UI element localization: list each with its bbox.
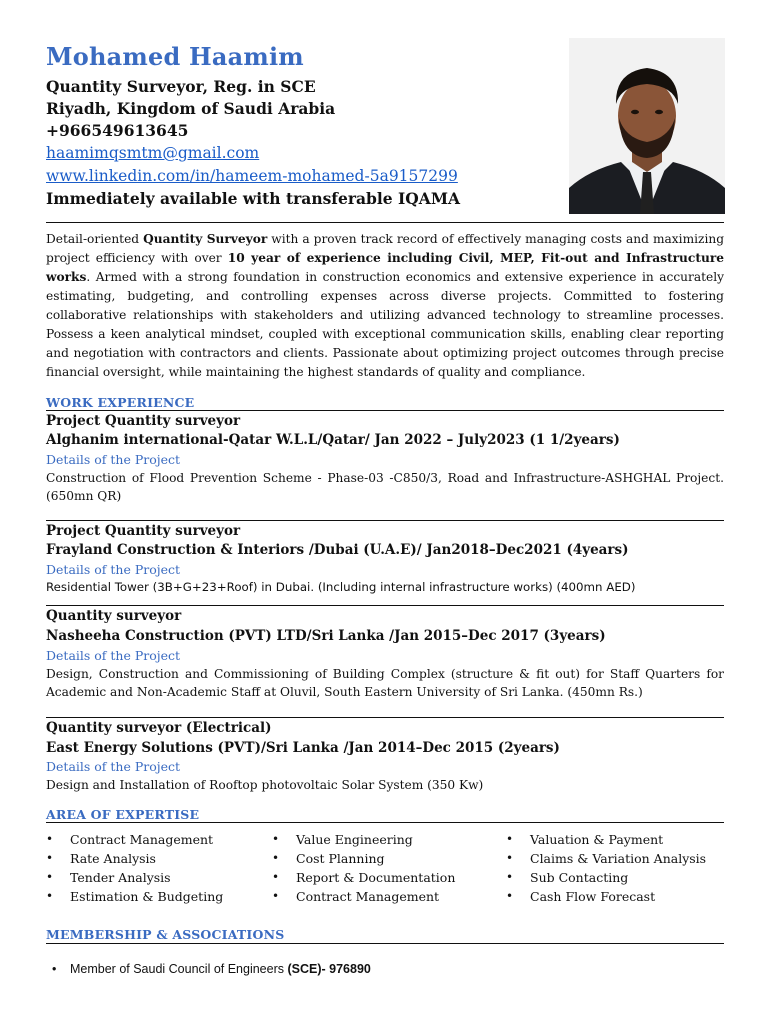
summary-text-1: Detail-oriented (46, 232, 144, 246)
bullet-icon: • (272, 870, 280, 884)
expertise-item-label: Sub Contacting (530, 870, 629, 885)
job-3-details-label: Details of the Project (46, 648, 181, 663)
expertise-divider (46, 822, 724, 823)
job-2-description: Residential Tower (3B+G+23+Roof) in Dubai. (Including internal infrastructure works) (400mn AED) (46, 580, 636, 594)
expertise-column-1 (46, 830, 266, 906)
job-3-description: Design, Construction and Commissioning of Building Complex (structure & fit out) for Staff Quarters for Academic and Non-Academic Staff at Oluvil, South Eastern University of Sri Lanka. (450mn Rs.) (46, 667, 724, 699)
job-3-divider (46, 717, 724, 718)
expertise-item-label: Tender Analysis (70, 870, 171, 885)
expertise-item (272, 887, 492, 906)
membership-item (52, 962, 371, 976)
bullet-icon: • (506, 870, 514, 884)
membership-item-text: Member of Saudi Council of Engineers (70, 962, 288, 976)
summary-bold-1: Quantity Surveyor (143, 232, 268, 246)
job-1-details-label: Details of the Project (46, 452, 181, 467)
job-1-company: Alghanim international-Qatar W.L.L/Qatar/ Jan 2022 – July2023 (1 1/2years) (46, 432, 620, 448)
expertise-item-label: Contract Management (296, 889, 440, 904)
expertise-column-3 (506, 830, 724, 906)
availability-note: Immediately available with transferable IQAMA (46, 189, 460, 208)
bullet-icon: • (506, 832, 514, 846)
work-experience-divider (46, 410, 724, 411)
expertise-item-label: Rate Analysis (70, 851, 156, 866)
expertise-item-label: Valuation & Payment (530, 832, 664, 847)
profile-photo (569, 38, 725, 214)
expertise-item (46, 830, 266, 849)
expertise-item (272, 868, 492, 887)
expertise-item-label: Value Engineering (296, 832, 413, 847)
expertise-item-label: Estimation & Budgeting (70, 889, 224, 904)
job-title-headline: Quantity Surveyor, Reg. in SCE (46, 77, 316, 96)
job-2-divider (46, 605, 724, 606)
bullet-icon: • (272, 832, 280, 846)
expertise-item (272, 830, 492, 849)
work-experience-heading: WORK EXPERIENCE (46, 395, 195, 410)
expertise-item (506, 868, 724, 887)
expertise-item (46, 887, 266, 906)
job-1-title: Project Quantity surveyor (46, 413, 241, 429)
email-link[interactable]: haamimqsmtm@gmail.com (46, 144, 260, 162)
job-2-details-label: Details of the Project (46, 562, 181, 577)
header-divider (46, 222, 724, 223)
job-1-description: Construction of Flood Prevention Scheme - Phase-03 -C850/3, Road and Infrastructure-ASHGHAL Project. (650mn QR) (46, 471, 724, 503)
job-4-title: Quantity surveyor (Electrical) (46, 720, 272, 736)
bullet-icon: • (272, 851, 280, 865)
bullet-icon: • (46, 870, 54, 884)
expertise-item-label: Cash Flow Forecast (530, 889, 656, 904)
membership-divider (46, 943, 724, 944)
expertise-item (506, 887, 724, 906)
expertise-item (46, 868, 266, 887)
expertise-item (272, 849, 492, 868)
job-2-title: Project Quantity surveyor (46, 523, 241, 539)
job-2-company: Frayland Construction & Interiors /Dubai (U.A.E)/ Jan2018–Dec2021 (4years) (46, 542, 629, 558)
bullet-icon: • (46, 851, 54, 865)
expertise-item (506, 849, 724, 868)
linkedin-link[interactable]: www.linkedin.com/in/hameem-mohamed-5a9157299 (46, 167, 458, 185)
bullet-icon: • (46, 832, 54, 846)
expertise-heading: AREA OF EXPERTISE (46, 807, 200, 822)
job-4-details-label: Details of the Project (46, 759, 181, 774)
expertise-item (506, 830, 724, 849)
bullet-icon: • (272, 889, 280, 903)
bullet-icon: • (46, 889, 54, 903)
membership-heading: MEMBERSHIP & ASSOCIATIONS (46, 927, 285, 942)
bullet-icon: • (52, 962, 57, 976)
job-3-company: Nasheeha Construction (PVT) LTD/Sri Lanka /Jan 2015–Dec 2017 (3years) (46, 628, 606, 644)
profile-photo-image (569, 38, 725, 214)
expertise-item-label: Claims & Variation Analysis (530, 851, 707, 866)
expertise-item (46, 849, 266, 868)
bullet-icon: • (506, 889, 514, 903)
summary-bold-2: 10 year of experience including Civil, MEP, Fit-out and Infrastructure works (46, 251, 724, 284)
bullet-icon: • (506, 851, 514, 865)
summary-text-2: with a proven track record of effectively managing costs and maximizing project efficiency with over (46, 232, 724, 265)
job-4-company: East Energy Solutions (PVT)/Sri Lanka /Jan 2014–Dec 2015 (2years) (46, 740, 560, 756)
job-1-divider (46, 520, 724, 521)
expertise-item-label: Contract Management (70, 832, 214, 847)
expertise-item-label: Cost Planning (296, 851, 385, 866)
job-3-title: Quantity surveyor (46, 608, 182, 624)
membership-item-id: (SCE)- 976890 (287, 962, 371, 976)
job-4-description: Design and Installation of Rooftop photovoltaic Solar System (350 Kw) (46, 778, 484, 792)
summary-text-3: . Armed with a strong foundation in construction economics and extensive experience in accurately estimating, budgeting, and controlling expenses across diverse projects. Committed to fostering collaborative relationships with stakeholders and utilizing advanced technology to streamline processes. Possess a keen analytical mindset, coupled with exceptional communication skills, enabling clear reporting and negotiation with contractors and clients. Passionate about optimizing project outcomes through precise financial oversight, while maintaining the highest standards of quality and compliance. (46, 270, 724, 379)
professional-summary (46, 230, 724, 382)
expertise-item-label: Report & Documentation (296, 870, 456, 885)
phone-number: +966549613645 (46, 121, 189, 140)
candidate-name: Mohamed Haamim (46, 42, 304, 71)
expertise-column-2 (272, 830, 492, 906)
location: Riyadh, Kingdom of Saudi Arabia (46, 99, 336, 118)
